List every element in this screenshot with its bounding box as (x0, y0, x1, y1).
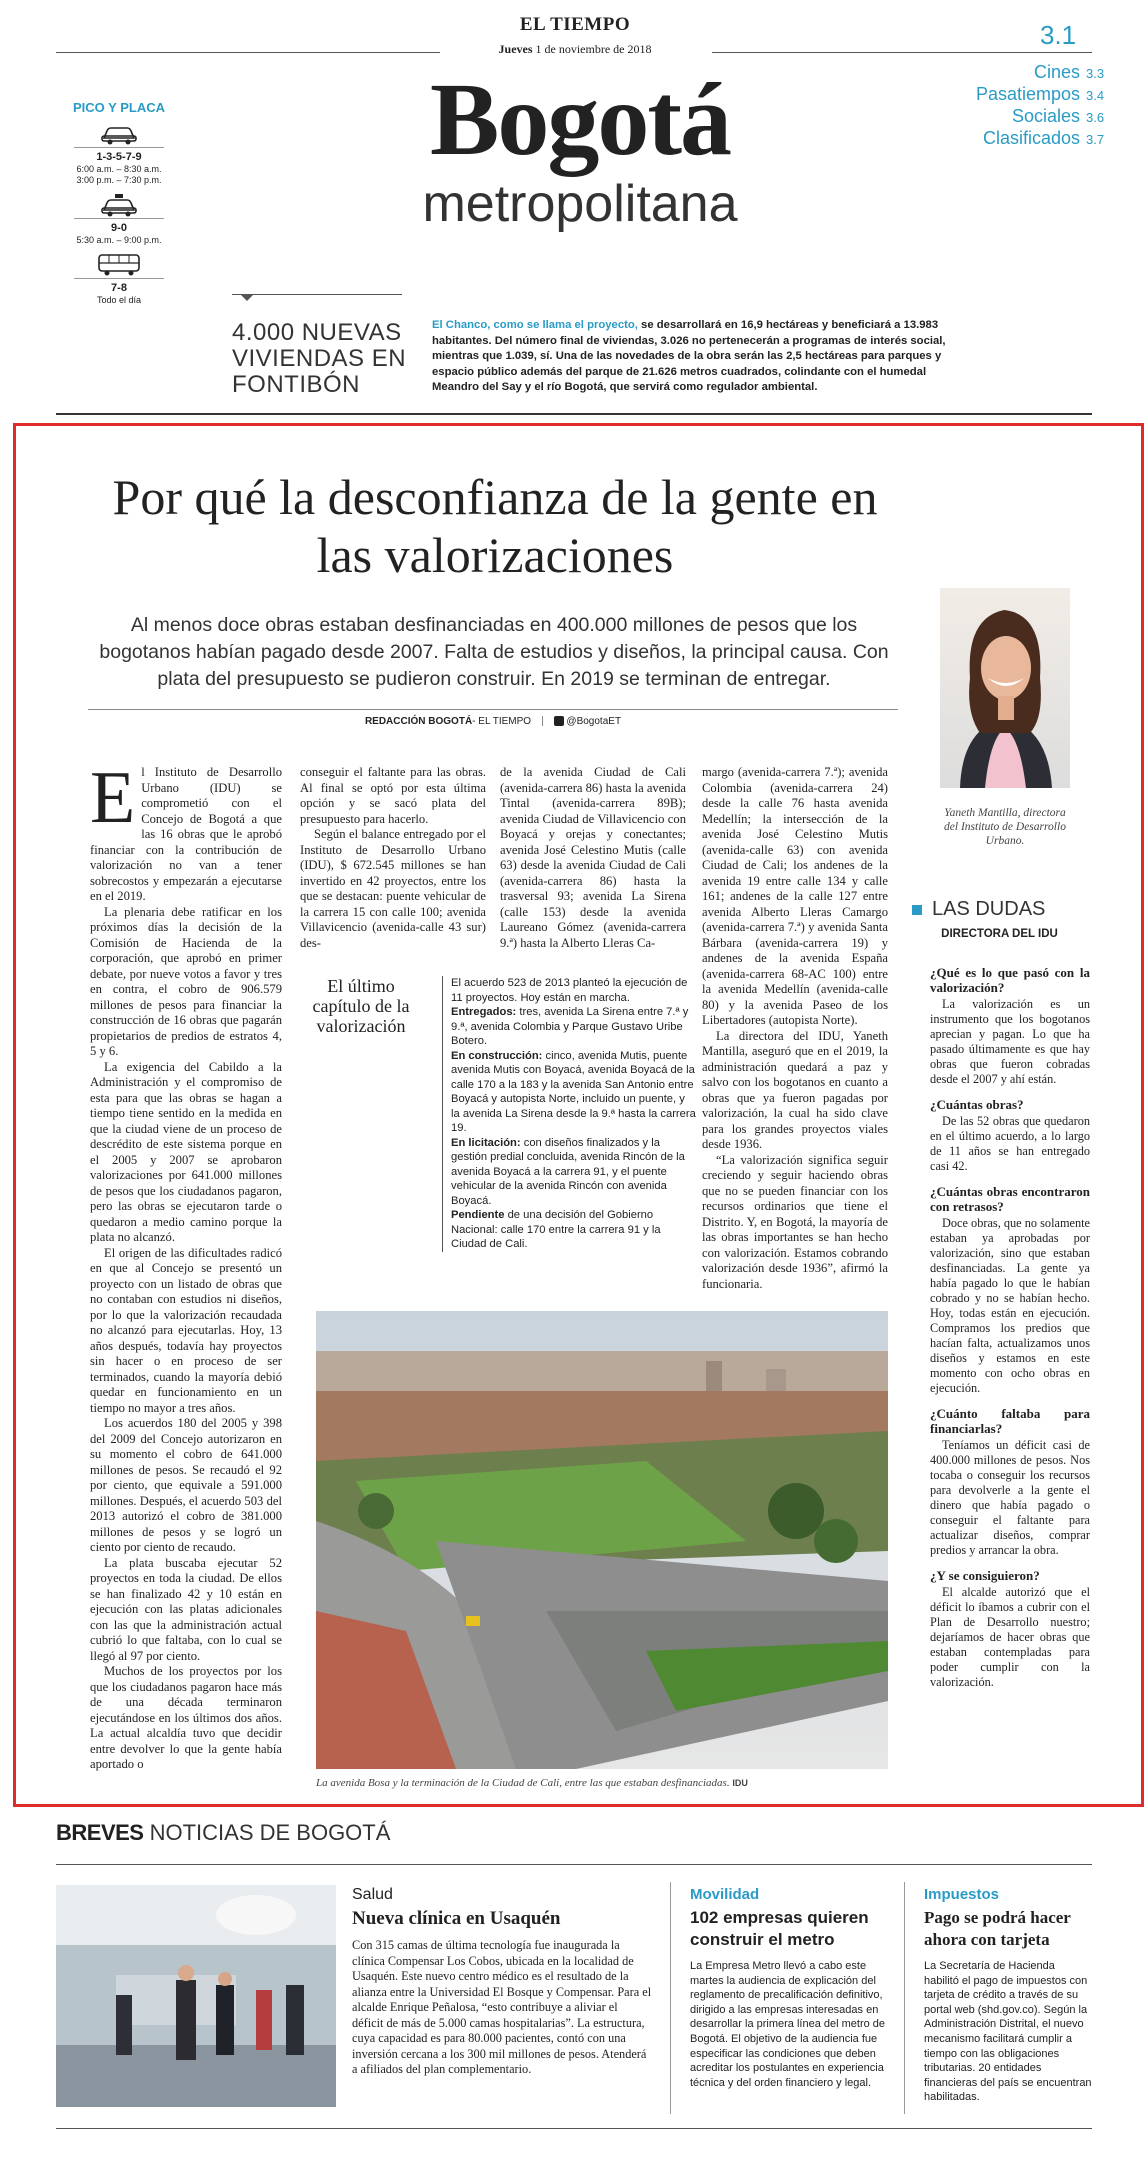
breve-impuestos (924, 1886, 1092, 2105)
dudas-title (912, 898, 1087, 921)
section-number: 3.1 (1040, 20, 1077, 50)
taxi-icon (74, 192, 164, 219)
schedule-time: 5:30 a.m. – 9:00 p.m. (76, 235, 162, 245)
article-paragraph: Muchos de los proyectos por los que los ciudadanos pagaron hace más de una década terminaron ejecutándose en los últimos dos años. La actual alcaldía tuvo que decidir entre devolver lo que la gente había aportado o (90, 1664, 282, 1771)
index-item[interactable] (910, 106, 1110, 128)
viviendas-title: 4.000 NUEVAS VIVIENDAS EN FONTIBÓN (232, 319, 407, 398)
article-paragraph: “La valorización significa seguir creciendo y seguir haciendo obras que no se pueden financiar con los recursos ordinarios que tiene el Distrito. Y, en Bogotá, la mayoría de las obras importantes se han hecho con valorización. Estamos cobrando valorización desde 1936”, afirmó la funcionaria. (702, 1152, 888, 1291)
viviendas-text (432, 318, 952, 396)
breve-kicker: Movilidad (690, 1886, 760, 1903)
sidebar-intro: El acuerdo 523 de 2013 planteó la ejecución de 11 proyectos. Hoy están en marcha. (451, 977, 688, 1004)
interview-answer: Doce obras, que no solamente estaban ya aprobadas por valorización, sino que estaban desfinanciadas. La gente ya había pagado lo que le habían cobrado y no se habían hecho. Hoy, todas están en ejecución. Compramos los predios que hacían falta, actualizamos unos diseños y estamos en este momento con ocho obras en ejecución. (930, 1216, 1090, 1395)
pico-y-placa-taxi (44, 192, 194, 246)
car-icon (74, 121, 164, 148)
breve-title[interactable]: Nueva clínica en Usaquén (352, 1908, 561, 1929)
article-deck: Al menos doce obras estaban desfinanciadas en 400.000 millones de pesos que los bogotanos habían pagado desde 2007. Falta de estudios y diseños, la principal causa. Con plata del presupuesto se pudieron construir. En 2019 se terminan de entregar. (99, 614, 889, 690)
sidebar-item (451, 1136, 696, 1209)
index-label: Clasificados (982, 128, 1080, 148)
breve-body: La Secretaría de Hacienda habilitó el pago de impuestos con tarjeta de crédito a través de su portal web (shd.gov.co). Según la Administración Distrital, el nuevo mecanismo facilitará cumplir a tiempo con las obligaciones tributarias. 20 entidades financieras del país se encuentran habilitadas. (924, 1960, 1092, 2104)
sidebar-text: cinco, avenida Mutis, puente avenida Mutis con Boyacá, avenida Boyacá de la calle 170 a la 183 y la avenida San Antonio entre Boyacá y autopista Norte, incluido un puente, y la avenida La Sirena desde la 9.ª hasta la carrera 19. (451, 1049, 696, 1134)
sidebar-label: Entregados: (451, 1006, 517, 1018)
photo-caption (316, 1777, 916, 1789)
dudas-interview (930, 955, 1090, 1690)
schedule-time: 6:00 a.m. – 8:30 a.m. (76, 164, 162, 174)
article-paragraph: Según el balance entregado por el Instituto de Desarrollo Urbano (IDU), $ 672.545 millones se han invertido en 42 proyectos, entre los que se destacan: puente vehicular de la carrera 15 con calle 100; avenida Villavicencio (avenida-calle 43 sur) des- (300, 827, 486, 950)
photo-credit: IDU (732, 1778, 748, 1788)
article-column-1 (90, 757, 282, 1773)
breves-rule (56, 1864, 1092, 1865)
index-label: Cines (1033, 62, 1080, 82)
section-index (910, 62, 1110, 150)
article-paragraph: La plenaria debe ratificar en los próximos días la decisión de la Comisión de Hacienda de la corporación, que aprobó en primer debate, por nueve votos a favor y tres en contra, el cobro de 906.579 millones de pesos para financiar la construcción de 16 obras que pagarán propietarios de predios de estratos 4, 5 y 6. (90, 904, 282, 1058)
drop-cap: E (90, 757, 136, 839)
article-paragraph (90, 757, 282, 905)
pico-y-placa (44, 100, 194, 312)
index-item[interactable] (910, 62, 1110, 84)
index-page: 3.6 (1086, 110, 1105, 125)
article-byline (88, 709, 898, 727)
clinic-photo (56, 1885, 336, 2107)
sidebar-label: En construcción: (451, 1049, 543, 1062)
sidebar-text: de una decisión del Gobierno Nacional: calle 170 entre la carrera 91 y la Ciudad de Cali. (451, 1209, 661, 1250)
twitter-icon (554, 716, 564, 726)
sidebar-label: Pendiente (451, 1209, 505, 1221)
date-rest: 1 de noviembre de 2018 (532, 42, 652, 56)
breve-body: Con 315 camas de última tecnología fue inaugurada la clínica Compensar Los Cobos, ubicada en la localidad de Usaquén. Este nuevo centro médico es el resultado de la alianza entre la Universidad El Bosque y Compensar. Para el alcalde Enrique Peñalosa, “esto contribuye a aliviar el déficit de más de 5.000 camas hospitalarias”. La estructura, cuya capacidad es para 80.000 pacientes, contó con una inversión cercana a los 300 mil millones de pesos. Atenderá a afiliados del plan complementario. (352, 1938, 652, 2076)
breves-sublabel: NOTICIAS DE BOGOTÁ (143, 1820, 391, 1845)
article-column-4 (702, 765, 888, 1292)
viviendas-rule (232, 294, 402, 295)
viviendas-body: se desarrollará en 16,9 hectáreas y beneficiará a 13.983 habitantes. Del número final de viviendas, 3.026 no pertenecerán a programas de interés social, mientras que 1.039, sí. Una de las novedades de la obra serán las 2,5 hectáreas para parques y espacio público además del parque de 21.626 metros cuadrados, colindante con el humedal Meandro del Say y el río Bogotá, que servirá como regulador ambiental. (432, 319, 946, 393)
interview-question: ¿Cuántas obras encontraron con retrasos? (930, 1184, 1090, 1214)
section-divider (56, 413, 1092, 415)
interview-question: ¿Cuántas obras? (930, 1097, 1024, 1112)
breve-kicker: Impuestos (924, 1886, 1000, 1903)
portrait-caption: Yaneth Mantilla, directora del Instituto de Desarrollo Urbano. (944, 807, 1066, 847)
sidebar-label: En licitación: (451, 1136, 521, 1149)
interview-question: ¿Cuánto faltaba para financiarlas? (930, 1406, 1090, 1436)
bus-icon (74, 252, 164, 279)
breves-label: BREVES (56, 1820, 144, 1845)
breve-kicker: Salud (352, 1886, 393, 1903)
index-item[interactable] (910, 84, 1110, 106)
breve-body: La Empresa Metro llevó a cabo este martes la audiencia de explicación del reglamento de precalificación definitivo, dirigido a las empresas interesadas en desarrollar la primera línea del metro de Bogotá. El objetivo de la audiencia fue especificar las condiciones que deben acreditar los postulantes en experiencia técnica y del orden financiero y legal. (690, 1960, 886, 2089)
section-title: Bogotá (430, 62, 730, 177)
section-subtitle: metropolitana (422, 175, 738, 233)
article-paragraph: margo (avenida-carrera 7.ª); avenida Colombia (avenida-carrera 24) desde la calle 76 hasta avenida Medellín; la intersección de la avenida José Celestino Mutis (avenida-calle 63) con avenida Ciudad de Cali; los andenes de la avenida 19 entre calle 134 y calle 161; andenes de la calle 127 entre avenida Alberto Lleras Camargo (avenida-carrera 7.ª) y avenida Santa Bárbara (avenida-carrera 19) y andenes de la avenida España (avenida-carrera 68-AC 100) entre la avenida Medellín (avenida-calle 80) y la avenida Paseo de los Libertadores (autopista Norte). (702, 765, 888, 1027)
article-column-2 (300, 765, 486, 951)
sidebar-item (451, 1049, 696, 1136)
interview-answer: El alcalde autorizó que el déficit lo íbamos a cubrir con el Plan de Desarrollo nuestro; dejaríamos de hacer obras que estaban contempladas para poder cumplir con la valorización. (930, 1585, 1090, 1689)
article-paragraph: de la avenida Ciudad de Cali (avenida-carrera 86) hasta la avenida Tintal (avenida-carrera 89B); avenida Ciudad de Villavicencio con Boyacá y orejas y conectantes; avenida José Celestino Mutis (calle 63) desde la avenida Ciudad de Cali (avenida-carrera 86) hasta la trasversal 93; avenida La Sirena (calle 153) desde la avenida Laureano Gómez (avenida-carrera 9.ª) hasta la Alberto Lleras Ca- (500, 765, 686, 950)
road-aerial-photo (316, 1311, 888, 1769)
square-icon (912, 905, 922, 915)
article-column-3 (500, 765, 686, 951)
index-item[interactable] (910, 128, 1110, 150)
article-paragraph: conseguir el faltante para las obras. Al final se optó por esta última opción y se sacó plata del presupuesto para hacerlo. (300, 765, 486, 826)
viviendas-lead: El Chanco, como se llama el proyecto, (432, 319, 638, 331)
plate-digits: 1-3-5-7-9 (96, 151, 142, 163)
paragraph-text: l Instituto de Desarrollo Urbano (IDU) se comprometió con el Concejo de Bogotá a que las 16 obras que le aprobó financiar con la contribución de valorización no van a tener sobrecostos y empezarán a ejecutarse en el 2019. (90, 765, 282, 903)
portrait-photo (940, 588, 1070, 788)
article-paragraph: Los acuerdos 180 del 2005 y 398 del 2009 del Concejo autorizaron en su momento el cobro de 641.000 millones de pesos. Se recaudó el 92 por ciento, que equivale a 591.000 millones. Después, el acuerdo 503 del 2013 autorizó el cobro de 381.000 millones de pesos y se logró un ciento por ciento de recaudo. (90, 1416, 282, 1554)
date-day: Jueves (498, 42, 533, 56)
byline-desk: REDACCIÓN BOGOTÁ (364, 716, 473, 727)
breves-divider (904, 1882, 905, 2114)
plate-digits: 7-8 (111, 282, 127, 294)
newspaper-brand: EL TIEMPO (519, 14, 631, 35)
caption-text: La avenida Bosa y la terminación de la Ciudad de Cali, entre las que estaban desfinanciadas. (316, 1777, 730, 1789)
index-label: Sociales (1011, 106, 1080, 126)
pico-y-placa-car (44, 121, 194, 186)
schedule-time: Todo el día (96, 295, 142, 305)
breve-title[interactable]: 102 empresas quieren construir el metro (690, 1908, 869, 1949)
sidebar-item (451, 1208, 696, 1252)
interview-answer: La valorización es un instrumento que los bogotanos aprecian y pagan. Lo que ha pasado últimamente es que hay obras que fueron cobradas desde el 2007 y ahí están. (930, 997, 1090, 1086)
dudas-title-text: LAS DUDAS (932, 898, 1046, 920)
sidebar-text: tres, avenida La Sirena entre 7.ª y 9.ª, avenida Colombia y Parque Gustavo Uribe Botero. (451, 1006, 689, 1047)
schedule-time: 3:00 p.m. – 7:30 p.m. (76, 175, 162, 185)
pico-y-placa-bus (44, 252, 194, 306)
breve-movilidad (690, 1886, 890, 2090)
issue-date (440, 42, 710, 57)
breves-divider (670, 1882, 671, 2114)
article-paragraph: El origen de las dificultades radicó en que al Concejo se presentó un proyecto con un listado de obras que no contaban con estudios ni diseños, por lo que la valorización recaudada no alcanzó para ejecutarlas. Hoy, 13 años después, todavía hay proyectos sin hacer o en proceso de ser terminados, cuando la mayoría debió quedar en funcionamiento en un tiempo no mayor a tres años. (90, 1245, 282, 1415)
index-page: 3.3 (1086, 66, 1105, 81)
viviendas-pointer (240, 294, 254, 301)
index-page: 3.7 (1086, 132, 1105, 147)
interview-answer: De las 52 obras que quedaron en el último acuerdo, a lo largo de 11 años se han entregado casi 42. (930, 1114, 1090, 1173)
index-label: Pasatiempos (975, 84, 1080, 104)
interview-question: ¿Y se consiguieron? (930, 1568, 1040, 1583)
index-page: 3.4 (1086, 88, 1105, 103)
article-paragraph: La plata buscaba ejecutar 52 proyectos en toda la ciudad. De ellos se han finalizado 42 y 10 están en ejecución con las platas adicionales con las que la administración actual cubrió lo que faltaba, con lo cual se llegó al 97 por ciento. (90, 1555, 282, 1663)
sidebar-text: con diseños finalizados y la gestión predial concluida, avenida Rincón de la avenida Boyacá a la carrera 91, y el puente vehicular de la avenida Rincón con avenida Boyacá. (451, 1136, 685, 1207)
interview-answer: Teníamos un déficit casi de 400.000 millones de pesos. Nos tocaba o conseguir los recursos para devolverle a la gente el dinero que había pagado o conseguir el faltante para actualizar diseños, comprar predios y arrancar la obra. (930, 1438, 1090, 1557)
sidebar-title: El último capítulo de la valorización (312, 976, 410, 1036)
byline-handle[interactable]: @BogotaET (566, 716, 622, 727)
article-paragraph: La directora del IDU, Yaneth Mantilla, aseguró que en el 2019, la administración quedará a paz y salvo con los bogotanos en cuanto a obras que ya fueron pagadas por valorización, la cual ha sido clave para los grandes proyectos viales desde 1936. (702, 1028, 888, 1151)
breves-header (56, 1820, 390, 1846)
byline-paper: - EL TIEMPO (472, 716, 532, 727)
article-headline: Por qué la desconfianza de la gente en las valorizaciones (112, 469, 878, 583)
masthead-rule-right (712, 52, 1092, 53)
sidebar-body (442, 976, 696, 1252)
article-paragraph: La exigencia del Cabildo a la Administración y el compromiso de esta para que las obras se hagan a tiempo tiene sentido en la medida en que la ciudad viene de un proceso de descrédito de este sistema porque en el 2005 y 2007 se aprobaron valorizaciones por 641.000 millones de pesos que los ciudadanos pagaron, pero las obras se ejecutaron tarde o quedaron a medio camino porque la plata no alcanzó. (90, 1059, 282, 1244)
breve-salud (352, 1886, 652, 2078)
plate-digits: 9-0 (111, 222, 127, 234)
sidebar-item (451, 1005, 696, 1049)
pico-y-placa-title: PICO Y PLACA (73, 100, 165, 115)
page-bottom-rule (56, 2128, 1092, 2129)
masthead-rule-left (56, 52, 440, 53)
dudas-subtitle: DIRECTORA DEL IDU (941, 928, 1058, 940)
breve-title[interactable]: Pago se podrá hacer ahora con tarjeta (924, 1908, 1071, 1949)
interview-question: ¿Qué es lo que pasó con la valorización? (930, 965, 1090, 995)
